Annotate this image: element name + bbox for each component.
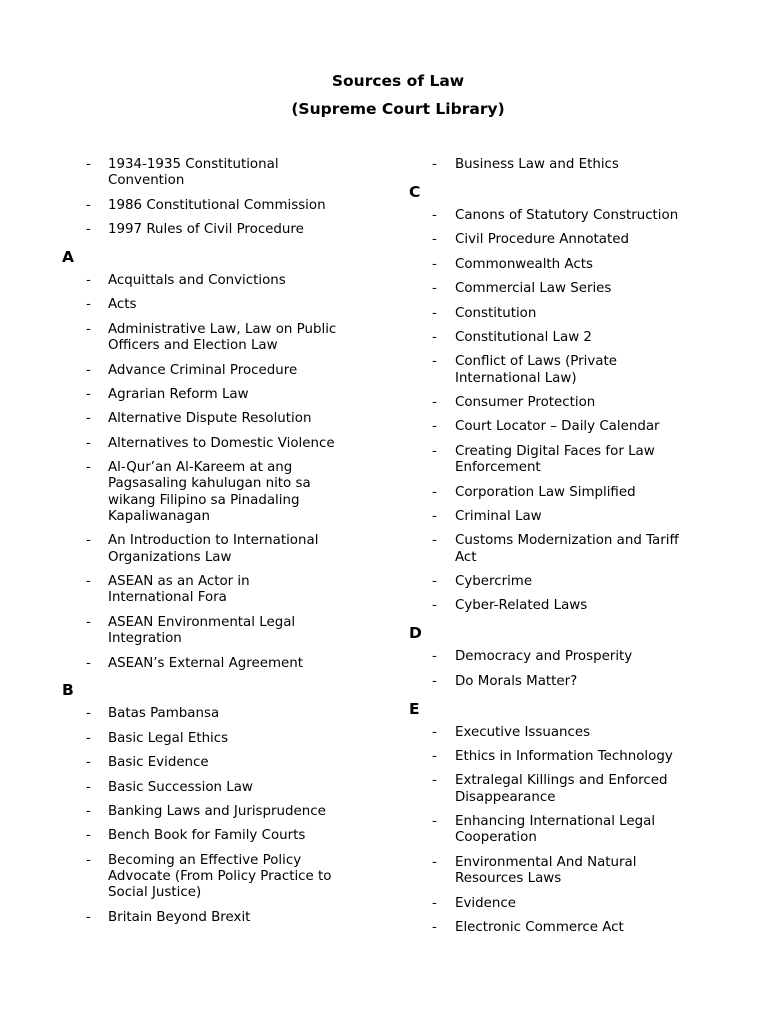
list-item-text: Constitutional Law 2 <box>455 329 592 345</box>
list-item-text: Acquittals and Convictions <box>108 273 286 288</box>
bullet-dash: - <box>432 574 437 589</box>
list-item-text: Ethics in Information Technology <box>455 749 673 764</box>
bullet-dash: - <box>432 354 437 370</box>
list-item-text: Cyber-Related Laws <box>455 598 588 614</box>
bullet-dash: - <box>432 443 437 459</box>
list-item-text: Enhancing International Legal <box>455 814 656 830</box>
bullet-dash: - <box>86 533 91 549</box>
page-subtitle: (Supreme Court Library) <box>291 100 505 118</box>
list-item-text: Organizations Law <box>108 549 232 565</box>
bullet-dash: - <box>86 297 91 313</box>
list-item-text: Do Morals Matter? <box>455 673 578 689</box>
list-item-text: Civil Procedure Annotated <box>455 232 629 248</box>
list-item-text: Disappearance <box>455 789 556 805</box>
list-item-text: Becoming an Effective Policy <box>108 852 302 868</box>
bullet-dash: - <box>432 484 437 500</box>
list-item-text: Corporation Law Simplified <box>455 484 636 500</box>
list-item-text: 1997 Rules of Civil Procedure <box>108 222 304 238</box>
bullet-dash: - <box>432 232 437 248</box>
list-item-text: Advance Criminal Procedure <box>108 362 298 378</box>
bullet-dash: - <box>432 724 437 740</box>
bullet-dash: - <box>432 919 437 935</box>
list-item-text: Cybercrime <box>455 574 533 589</box>
bullet-dash: - <box>86 909 91 925</box>
bullet-dash: - <box>432 395 437 410</box>
list-item-text: Cooperation <box>455 830 537 846</box>
list-item-text: Executive Issuances <box>455 724 591 740</box>
bullet-dash: - <box>86 730 91 746</box>
list-item-text: Acts <box>108 297 137 313</box>
section-letter-c: C <box>409 182 421 201</box>
list-item-text: Evidence <box>455 895 516 911</box>
bullet-dash: - <box>432 533 437 549</box>
section-letter-a: A <box>62 248 74 266</box>
list-item-text: Court Locator – Daily Calendar <box>455 419 660 435</box>
bullet-dash: - <box>86 574 91 590</box>
bullet-dash: - <box>86 362 91 378</box>
list-item-text: Batas Pambansa <box>108 706 220 722</box>
list-item-text: Canons of Statutory Construction <box>455 207 679 223</box>
list-item-text: Agrarian Reform Law <box>108 386 249 402</box>
list-item-text: Basic Evidence <box>108 755 209 771</box>
list-item-text: Bench Book for Family Courts <box>108 828 306 844</box>
section-letter-d: D <box>409 624 422 643</box>
list-item-text: Commercial Law Series <box>455 281 612 297</box>
bullet-dash: - <box>86 273 91 288</box>
bullet-dash: - <box>86 157 91 172</box>
list-item-text: Britain Beyond Brexit <box>108 909 251 925</box>
bullet-dash: - <box>86 755 91 771</box>
bullet-dash: - <box>432 649 437 665</box>
list-item-text: Business Law and Ethics <box>455 157 619 172</box>
list-item-text: Criminal Law <box>455 508 542 524</box>
bullet-dash: - <box>432 207 437 223</box>
bullet-dash: - <box>432 157 437 172</box>
list-item-text: Basic Succession Law <box>108 779 253 795</box>
section-letter-b: B <box>62 681 74 700</box>
list-item-text: Advocate (From Policy Practice to <box>108 869 332 885</box>
bullet-dash: - <box>86 460 91 476</box>
bullet-dash: - <box>432 895 437 911</box>
list-item-text: ASEAN as an Actor in <box>108 574 250 590</box>
list-item-text: Al-Qur’an Al-Kareem at ang <box>108 460 293 476</box>
bullet-dash: - <box>86 779 91 795</box>
list-item-text: Alternative Dispute Resolution <box>108 411 312 427</box>
bullet-dash: - <box>86 828 91 844</box>
list-item-text: Act <box>455 549 477 565</box>
bullet-dash: - <box>86 435 91 451</box>
page-title: Sources of Law <box>331 72 465 90</box>
bullet-dash: - <box>432 305 437 321</box>
list-item-text: Integration <box>108 631 182 647</box>
list-item-text: Resources Laws <box>455 871 562 887</box>
bullet-dash: - <box>432 419 437 435</box>
list-item-text: International Law) <box>455 370 577 386</box>
bullet-dash: - <box>432 508 437 524</box>
list-item-text: 1934-1935 Constitutional <box>108 157 279 172</box>
list-item-text: Customs Modernization and Tariff <box>455 533 679 549</box>
list-item-text: Banking Laws and Jurisprudence <box>108 804 326 819</box>
list-item-text: Enforcement <box>455 460 541 476</box>
list-item-text: Consumer Protection <box>455 395 596 410</box>
list-item-text: Constitution <box>455 305 537 321</box>
bullet-dash: - <box>86 411 91 427</box>
list-item-text: Commonwealth Acts <box>455 256 593 272</box>
bullet-dash: - <box>86 197 91 213</box>
bullet-dash: - <box>432 814 437 830</box>
list-item-text: Administrative Law, Law on Public <box>108 321 337 337</box>
list-item-text: ASEAN’s External Agreement <box>108 655 303 671</box>
list-item-text: Extralegal Killings and Enforced <box>455 773 668 789</box>
list-item-text: Electronic Commerce Act <box>455 919 624 935</box>
list-item-text: wikang Filipino sa Pinadaling <box>108 492 300 508</box>
list-item-text: ASEAN Environmental Legal <box>108 614 296 630</box>
list-item-text: An Introduction to International <box>108 533 319 549</box>
bullet-dash: - <box>432 329 437 345</box>
list-item-text: Social Justice) <box>108 885 202 901</box>
list-item-text: Creating Digital Faces for Law <box>455 443 655 459</box>
list-item-text: Officers and Election Law <box>108 338 278 354</box>
bullet-dash: - <box>432 281 437 297</box>
section-letter-e: E <box>409 699 420 718</box>
list-item-text: Alternatives to Domestic Violence <box>108 435 335 451</box>
bullet-dash: - <box>432 673 437 689</box>
bullet-dash: - <box>86 655 91 671</box>
list-item-text: Conflict of Laws (Private <box>455 354 617 370</box>
list-item-text: Convention <box>108 173 185 189</box>
bullet-dash: - <box>86 706 91 722</box>
bullet-dash: - <box>86 321 91 337</box>
list-item-text: Environmental And Natural <box>455 854 637 870</box>
list-item-text: 1986 Constitutional Commission <box>108 197 326 213</box>
bullet-dash: - <box>86 614 91 630</box>
list-item-text: Pagsasaling kahulugan nito sa <box>108 476 311 492</box>
bullet-dash: - <box>432 773 437 789</box>
bullet-dash: - <box>432 749 437 764</box>
bullet-dash: - <box>432 598 437 614</box>
list-item-text: International Fora <box>108 590 227 606</box>
bullet-dash: - <box>86 804 91 819</box>
bullet-dash: - <box>86 852 91 868</box>
bullet-dash: - <box>86 222 91 238</box>
list-item-text: Kapaliwanagan <box>108 508 210 524</box>
bullet-dash: - <box>86 386 91 402</box>
bullet-dash: - <box>432 256 437 272</box>
list-item-text: Democracy and Prosperity <box>455 649 633 665</box>
bullet-dash: - <box>432 854 437 870</box>
list-item-text: Basic Legal Ethics <box>108 730 229 746</box>
